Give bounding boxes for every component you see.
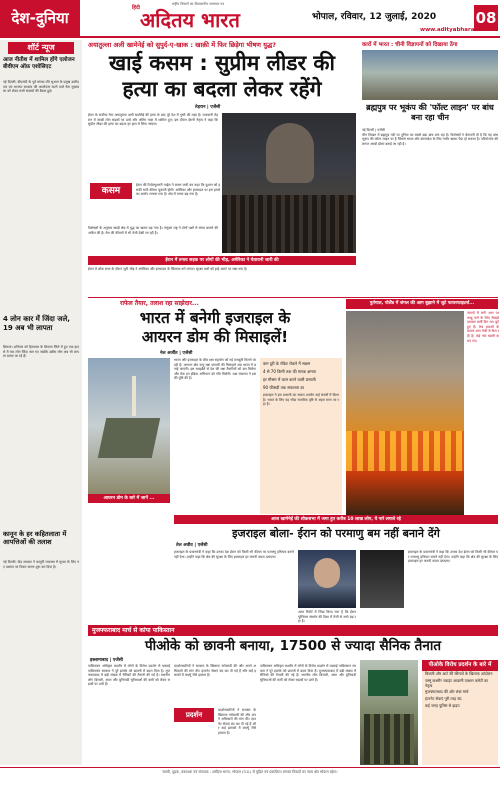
nuclear-body: इजराइल के प्रधानमंत्री ने कहा कि उनका देश ईरान को किसी भी कीमत पर परमाणु हथियार बनाने नहीं देगा। उन्होंने कहा कि क्षेत्र की सुरक्षा के लिए इजराइल हर जरूरी कदम उठाएगा। [174,550,296,559]
iron-dome-photo [88,358,170,494]
dateline: भोपाल, रविवार, 12 जुलाई, 2020 [312,12,437,22]
sidebar-item-title: कानून के हर कहितलाता में आपत्तिओं की तलाश [3,530,67,546]
lead-body: विशेषज्ञों के अनुसार खाड़ी क्षेत्र में युद्ध का खतरा बढ़ गया है। संयुक्त राष्ट्र ने दोनों पक्षों से संयम बरतने की अपील की है। तेल की कीमतों में भी तेजी देखी जा रही है। [88,226,220,235]
fire-photo [346,311,464,515]
pok-kicker: मुजफ्फराबाद मार्च से कांपा पाकिस्तान [88,625,498,636]
footer-imprint: स्वामी, मुद्रक, प्रकाशक एवं संपादक : आदित्य भारत, भोपाल (म.प्र.) से मुद्रित एवं प्रकाशित। समस्त विवादों का न्याय क्षेत्र भोपाल रहेगा। [162,770,338,774]
lead-headline-line2: हत्या का बदला लेकर रहेंगे [122,77,322,101]
lead-photo [222,113,356,253]
right-headline: ब्रह्मपुत्र पर भूकंप की 'फॉल्ट लाइन' पर बांध बना रहा चीन [366,103,494,122]
pok-body-col3: पाकिस्तान अधिकृत कश्मीर में लोगों के विरोध प्रदर्शन से घबराई पाकिस्तान सरकार ने पूरे इलाके को छावनी में बदल दिया है। मुजफ्फराबाद में बड़ी संख्या में सैनिकों की तैनाती की गई है। स्थानीय लोग बिजली, आटा और बुनियादी सुविधाओं की कमी को लेकर सड़कों पर उतरे हैं। [260,664,358,682]
pok-headline: पीओके को छावनी बनाया, 17500 से ज्यादा सैनिक तैनात [144,638,442,654]
fact-item: कम दूरी के रॉकेट रोकने में सक्षम [263,361,311,366]
nuclear-headline: इजराइल बोला- ईरान को परमाणु बम नहीं बनाने देंगे [232,527,440,540]
lead-body: ईरान के सर्वोच्च नेता अयातुल्ला अली खामेनेई की हत्या के बाद पूरे देश में गुस्से की लहर है। राजधानी तेहरान में लाखों लोग सड़कों पर उतरे और अंतिम यात्रा में शामिल हुए। इस दौरान ईरानी नेतृत्व ने कहा कि सुप्रीम लीडर की हत्या का बदला हर हाल में लिया जाएगा। [88,113,220,127]
lead-photo-caption: ईरान में तनाव सड़क पर लोगों की भीड़, अमेरिका ने चेतावनी जारी की [88,256,356,265]
pok-quote-label: प्रदर्शन [174,708,214,722]
logo [132,2,252,36]
nuclear-photo [298,550,356,608]
pok-box-item: जम्मू कश्मीर ज्वाइंट आवामी एक्शन कमेटी का नेतृत्व [425,677,489,688]
fire-flames [346,431,464,471]
fire-side-text: जंगलों में लगी आग पर काबू पाने के लिए सैकड़ों दमकल कर्मी दिन रात जुटे हुए हैं। तेज हवाओं के कारण आग तेजी से फैल रही है। कई गांव खाली कराए गए। [467,311,500,343]
page-number: 08 [474,5,498,31]
fire-kicker: पुर्तगाल, पोलैंड में जंगल की आग बुझाने में जुटे फायरफाइटर्स... [346,299,498,309]
lead-byline: तेहरान | एजेंसी [195,105,221,110]
footer-rule [0,767,500,768]
pok-byline: इस्लामाबाद | एजेंसी [90,658,123,663]
pok-box-title: पीओके विरोध प्रदर्शन के बारे में [422,660,498,671]
iron-dome-headline-line2: आयरन डोम की मिसाइलें! [141,328,289,346]
pok-body-cont: प्रदर्शनकारियों ने सरकार के खिलाफ नारेबाजी की और अपने अधिकारों की मांग की। इंटरनेट सेवाएं बंद कर दी गई हैं और कई इलाकों में कर्फ्यू जैसे हालात हैं। [218,708,258,735]
pok-box-item: बिजली और आटे की कीमतों के खिलाफ आंदोलन [425,671,493,676]
china-dam-photo [362,50,498,100]
lead-headline-line1: खाई कसम : सुप्रीम लीडर की [109,51,335,75]
quote-label: कसम [90,183,132,199]
nuclear-byline: तेल अवीव | एजेंसी [176,543,208,548]
iron-dome-byline: नेल अर्जीत | एजेंसी [160,351,193,356]
pok-box-item: कई जगह पुलिस से झड़प [425,702,460,708]
nuclear-kicker: आज खामेनेई की शोकसभा में जमा हुए करीब 10 लाख लोग, ये नारे लगाते रहे [174,515,498,524]
logo-small: हिंदी [132,5,140,11]
fact-item: 90 फीसदी तक सफलता दर [263,385,305,390]
iron-dome-kicker: राफेल तैयार, तलाश रहा साझेदार... [120,300,199,307]
lead-photo-portrait [266,123,314,183]
pok-body: प्रदर्शनकारियों ने सरकार के खिलाफ नारेबाजी की और अपने अधिकारों की मांग की। इंटरनेट सेवाएं बंद कर दी गई हैं और कई इलाकों में कर्फ्यू जैसे हालात हैं। [174,664,256,678]
pok-photo [360,660,418,765]
lead-caption-body: ईरान में शोक सभा के दौरान जुटी भीड़ ने अमेरिका और इजराइल के खिलाफ नारे लगाए। सुरक्षा बलों को हाई अलर्ट पर रखा गया है। [88,267,248,271]
pok-box-item: इंटरनेट सेवाएं पूरी तरह बंद [425,696,462,702]
iron-dome-body-2: इजराइल ने इस प्रणाली का सफल उपयोग कई संघर्षों में किया है। भारत के लिए यह सौदा सामरिक दृष्टि से अहम माना जा रहा है। [263,393,341,407]
right-kicker: कारों में भारत : चीनी विज्ञापनों को दिखाया ठेंगा [362,42,458,48]
pok-box-item: मुजफ्फराबाद की ओर लंबा मार्च [425,689,469,695]
tagline: राष्ट्रीय विचारों का विश्वसनीय समाचार पत्र [172,2,225,6]
iron-dome-headline-line1: भारत में बनेगी इजराइल के [139,309,291,327]
lead-photo-crowd [222,195,356,253]
section-tab: देश-दुनिया [0,0,80,36]
sidebar-item-body: नई दिल्ली। केंद्र सरकार ने कानूनी व्यवस्था में सुधार के लिए नए प्रस्ताव पर विचार करना शुरू कर दिया है। [3,560,79,569]
sidebar-item-body: नई दिल्ली। बीएसपी के पूर्व सांसद रवि भुआत के प्रमुख उम्मीदवार एवं भाजपा सरकार की आलोचना करने वाले नेता मुकाबला को लेकर सभी सदस्यों की बैठक हुई। [3,80,79,94]
website-url[interactable]: www.adityabharat.com [420,27,492,33]
sidebar-header: शॉर्ट न्यूज [8,42,74,54]
portrait-shape [314,558,340,588]
launcher-shape [98,418,161,458]
sidebar-item-title: 4 लोन कार में जिंदा जले, 19 अब भी लापता [3,315,70,332]
flag-shape [368,670,408,696]
lead-kicker: अयातुल्ला अली खामेनेई को सुपुर्द-ए-खाक : खाक़ी में फिर छिड़ेगा भीषण युद्ध? [88,41,276,49]
lead-body: ईरान की रिवोल्यूशनरी गार्ड्स ने बयान जारी कर कहा कि दुश्मन को इसकी भारी कीमत चुकानी होगी। अमेरिका और इजराइल पर इस हमले का आरोप लगाया गया है। क्षेत्र में तनाव बढ़ गया है। [136,183,222,197]
nuclear-body-right: इजराइल के प्रधानमंत्री ने कहा कि उनका देश ईरान को किसी भी कीमत पर परमाणु हथियार बनाने नहीं देगा। उन्होंने कहा कि क्षेत्र की सुरक्षा के लिए इजराइल हर जरूरी कदम उठाएगा। [408,550,500,564]
iron-dome-box-title: आयरन डोम के बारे में जानें ... [88,494,170,503]
right-body: नई दिल्ली | एजेंसी चीन तिब्बत में ब्रह्मपुत्र नदी पर दुनिया का सबसे बड़ा बांध बना रहा है। विशेषज्ञों ने चेतावनी दी है कि यह बांध भूकंप की फॉल्ट लाइन पर है जिससे भारत और बांग्लादेश के लिए गंभीर खतरा पैदा हो सकता है। परियोजना की लागत अरबों डॉलर बताई जा रही है। [362,128,498,146]
iron-dome-headline [88,309,342,347]
nuclear-photo-2 [360,550,404,608]
fact-item: 4 से 70 किमी तक की मारक क्षमता [263,369,316,374]
iron-dome-facts-box [260,358,342,514]
pok-info-box [422,660,498,765]
masthead-rule [0,36,500,38]
section-divider [88,297,498,298]
sidebar-item-body: शिमला। शनिवार को हिमाचल के शिमला जिले में हुए एक हादसे में चार लोग जिंदा जल गए जबकि उन्नीस लोग अब भी लापता बताए जा रहे हैं। [3,345,79,359]
sidebar-item-title: आज नीतीश में शामिल होंगे एलोजन बीवीएम ऑफ़ एशोसिएट [3,57,75,70]
nuclear-caption: आज रिपोर्ट में जिक्र किया गया है कि ईरान यूरेनियम संवर्धन की दिशा में तेजी से आगे बढ़ रहा है। [298,610,358,624]
iron-dome-facts [88,503,170,513]
logo-text: अदितय भारत [140,8,240,32]
missile-shape [132,376,136,416]
pok-body: पाकिस्तान अधिकृत कश्मीर में लोगों के विरोध प्रदर्शन से घबराई पाकिस्तान सरकार ने पूरे इलाके को छावनी में बदल दिया है। मुजफ्फराबाद में बड़ी संख्या में सैनिकों की तैनाती की गई है। स्थानीय लोग बिजली, आटा और बुनियादी सुविधाओं की कमी को लेकर सड़कों पर उतरे हैं। [88,664,172,687]
fact-item: हर मौसम में काम करने वाली प्रणाली [263,377,316,382]
soldiers-shape [364,714,414,764]
iron-dome-body: भारत और इजराइल के बीच रक्षा सहयोग को नई मजबूती मिलने जा रही है। आयरन डोम वायु रक्षा प्रणाली की मिसाइलें अब भारत में बनाई जाएंगी। इस समझौते से देश की रक्षा तैयारियों को बल मिलेगा और मेक इन इंडिया अभियान को गति मिलेगी। रक्षा मंत्रालय ने इसकी पुष्टि की है। [174,358,258,381]
sidebar [0,40,82,765]
lead-headline [88,50,356,102]
